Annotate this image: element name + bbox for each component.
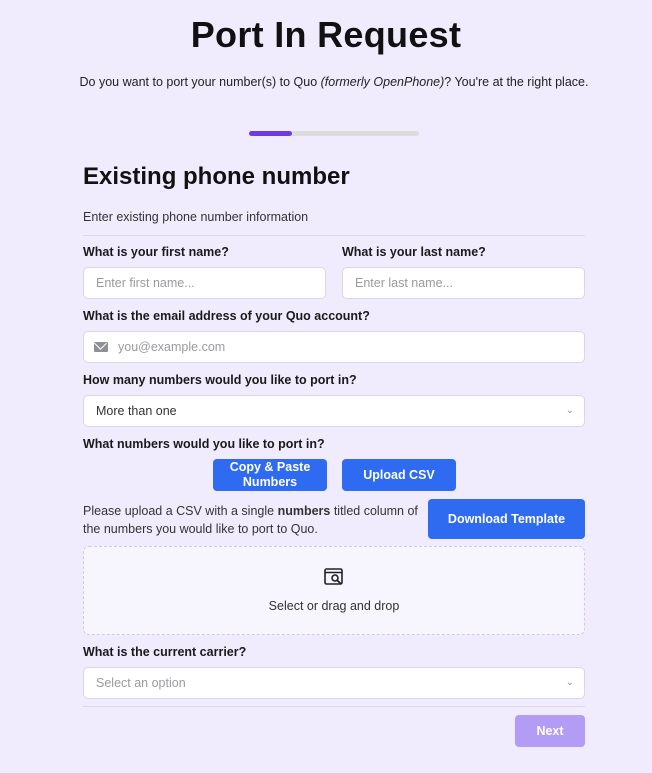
- dropzone-text: Select or drag and drop: [268, 599, 400, 613]
- file-dropzone[interactable]: [83, 546, 585, 635]
- how-many-label: How many numbers would you like to port in?: [83, 373, 357, 387]
- subtitle-emphasis: (formerly OpenPhone): [320, 75, 445, 89]
- footer-divider: [83, 706, 585, 707]
- how-many-value: More than one: [96, 404, 177, 418]
- chevron-down-icon: ⌄: [565, 405, 574, 416]
- progress-fill: [249, 131, 292, 136]
- email-input[interactable]: [83, 331, 585, 363]
- last-name-label: What is your last name?: [342, 245, 486, 259]
- csv-instruction: [83, 502, 418, 538]
- page-subtitle: [0, 75, 652, 89]
- first-name-label: What is your first name?: [83, 245, 229, 259]
- csv-instruction-bold: numbers: [277, 504, 331, 518]
- carrier-label: What is the current carrier?: [83, 645, 247, 659]
- last-name-input[interactable]: Enter last name...: [342, 267, 585, 299]
- subtitle-text-end: ? You're at the right place.: [444, 75, 589, 89]
- csv-instruction-text-end: titled column of the numbers you would like to port to Quo.: [83, 504, 418, 536]
- first-name-input[interactable]: Enter first name...: [83, 267, 326, 299]
- progress-bar: [249, 131, 419, 136]
- carrier-select[interactable]: [83, 667, 585, 699]
- section-description: Enter existing phone number information: [83, 210, 309, 224]
- page-title: Port In Request: [190, 14, 462, 55]
- email-placeholder: you@example.com: [118, 340, 226, 354]
- upload-csv-button[interactable]: Upload CSV: [342, 459, 456, 491]
- copy-paste-numbers-button[interactable]: Copy & Paste Numbers: [213, 459, 327, 491]
- subtitle-text: Do you want to port your number(s) to Quo: [79, 75, 321, 89]
- how-many-select[interactable]: [83, 395, 585, 427]
- download-template-button[interactable]: Download Template: [428, 499, 585, 539]
- divider: [83, 235, 585, 236]
- next-button[interactable]: Next: [515, 715, 585, 747]
- section-title: Existing phone number: [83, 163, 350, 190]
- chevron-down-icon: ⌄: [565, 677, 574, 688]
- csv-instruction-text: Please upload a CSV with a single: [83, 504, 278, 518]
- email-label: What is the email address of your Quo account?: [83, 309, 370, 323]
- mail-icon: [94, 342, 108, 352]
- file-search-icon: [324, 568, 344, 586]
- which-numbers-label: What numbers would you like to port in?: [83, 437, 325, 451]
- carrier-placeholder: Select an option: [96, 676, 186, 690]
